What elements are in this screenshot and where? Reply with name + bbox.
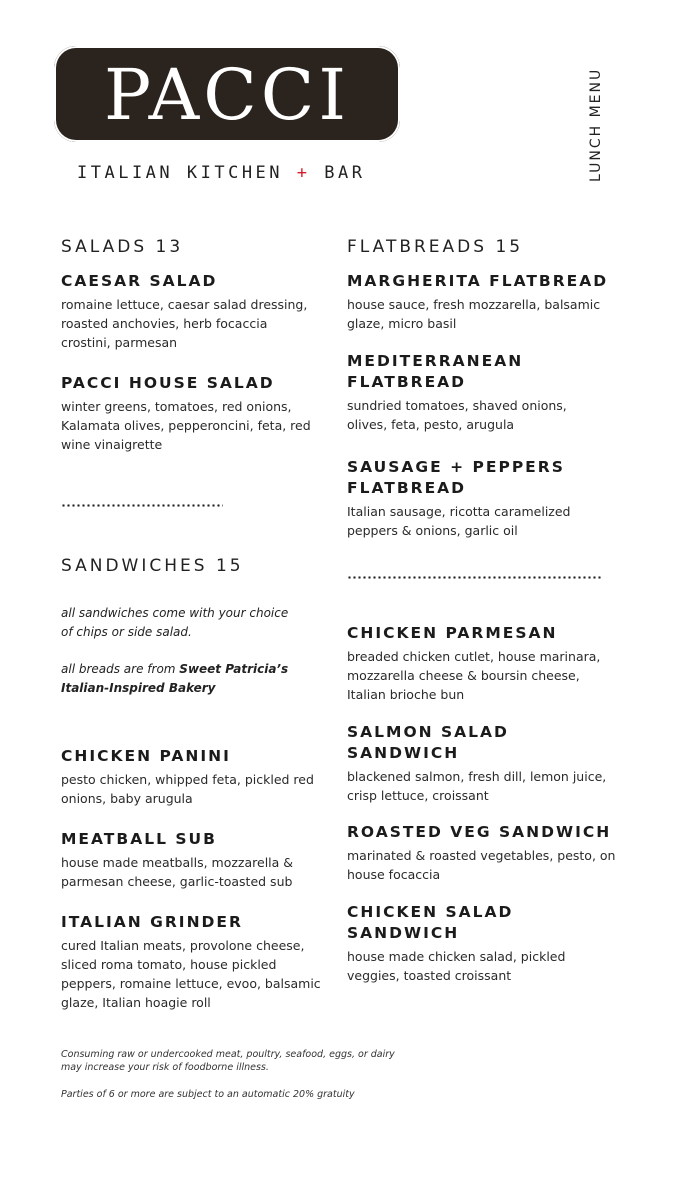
item-name: MARGHERITA FLATBREAD bbox=[347, 272, 609, 290]
item-desc: pesto chicken, whipped feta, pickled red onions, baby arugula bbox=[61, 772, 314, 806]
logo-wordmark: PACCI bbox=[104, 54, 350, 136]
tagline bbox=[77, 163, 366, 183]
menu-item bbox=[61, 829, 316, 891]
item-name: CHICKEN SALAD SANDWICH bbox=[347, 903, 514, 942]
item-name: CHICKEN PARMESAN bbox=[347, 624, 558, 642]
item-desc: winter greens, tomatoes, red onions, Kalamata olives, pepperoncini, feta, red wine vinaigrette bbox=[61, 399, 311, 452]
menu-label: LUNCH MENU bbox=[588, 67, 604, 182]
item-name: PACCI HOUSE SALAD bbox=[61, 374, 275, 392]
menu-item bbox=[61, 373, 316, 454]
food-safety-warning: Consuming raw or undercooked meat, poultry, seafood, eggs, or dairy may increase your risk of foodborne illness. bbox=[61, 1049, 395, 1073]
item-desc: Italian sausage, ricotta caramelized peppers & onions, garlic oil bbox=[347, 504, 571, 538]
item-desc: romaine lettuce, caesar salad dressing, roasted anchovies, herb focaccia crostini, parmesan bbox=[61, 297, 308, 350]
menu-item bbox=[61, 746, 316, 808]
dotted-divider bbox=[347, 576, 602, 579]
item-desc: breaded chicken cutlet, house marinara, mozzarella cheese & boursin cheese, Italian brioche bun bbox=[347, 649, 601, 702]
menu-item bbox=[347, 457, 597, 540]
menu-item bbox=[347, 623, 622, 704]
item-desc: cured Italian meats, provolone cheese, sliced roma tomato, house pickled peppers, romaine lettuce, evoo, balsamic glaze, Italian hoagie roll bbox=[61, 938, 321, 1010]
menu-item bbox=[347, 902, 597, 985]
salads-title: SALADS 13 bbox=[61, 237, 184, 257]
item-name: ROASTED VEG SANDWICH bbox=[347, 823, 612, 841]
item-name: MEDITERRANEAN FLATBREAD bbox=[347, 352, 524, 391]
menu-item bbox=[347, 271, 622, 333]
tagline-right: BAR bbox=[324, 163, 366, 183]
item-name: SAUSAGE + PEPPERS FLATBREAD bbox=[347, 458, 565, 497]
item-name: CHICKEN PANINI bbox=[61, 747, 231, 765]
item-desc: sundried tomatoes, shaved onions, olives, feta, pesto, arugula bbox=[347, 398, 567, 432]
item-name: CAESAR SALAD bbox=[61, 272, 218, 290]
item-desc: house made chicken salad, pickled veggies, toasted croissant bbox=[347, 949, 566, 983]
sandwiches-title: SANDWICHES 15 bbox=[61, 556, 244, 576]
item-name: MEATBALL SUB bbox=[61, 830, 217, 848]
bakery-name: Sweet Patricia’s Italian-Inspired Bakery bbox=[61, 662, 289, 695]
pacci-logo bbox=[54, 46, 400, 142]
bakery-note bbox=[61, 660, 301, 698]
flatbreads-title: FLATBREADS 15 bbox=[347, 237, 524, 257]
item-desc: marinated & roasted vegetables, pesto, on house focaccia bbox=[347, 848, 616, 882]
sandwich-note: all sandwiches come with your choice of chips or side salad. bbox=[61, 606, 289, 639]
gratuity-note: Parties of 6 or more are subject to an automatic 20% gratuity bbox=[61, 1089, 355, 1100]
menu-item bbox=[347, 351, 577, 434]
item-desc: blackened salmon, fresh dill, lemon juice, crisp lettuce, croissant bbox=[347, 769, 607, 803]
menu-item bbox=[61, 912, 323, 1012]
menu-item bbox=[347, 722, 622, 805]
dotted-divider bbox=[61, 504, 223, 507]
menu-item bbox=[61, 271, 316, 352]
item-name: ITALIAN GRINDER bbox=[61, 913, 243, 931]
item-desc: house sauce, fresh mozzarella, balsamic glaze, micro basil bbox=[347, 297, 601, 331]
item-desc: house made meatballs, mozzarella & parmesan cheese, garlic-toasted sub bbox=[61, 855, 294, 889]
menu-item bbox=[347, 822, 627, 884]
bakery-note-text: all breads are from bbox=[61, 662, 180, 676]
tagline-plus: + bbox=[296, 163, 311, 183]
tagline-left: ITALIAN KITCHEN bbox=[77, 163, 284, 183]
item-name: SALMON SALAD SANDWICH bbox=[347, 723, 509, 762]
